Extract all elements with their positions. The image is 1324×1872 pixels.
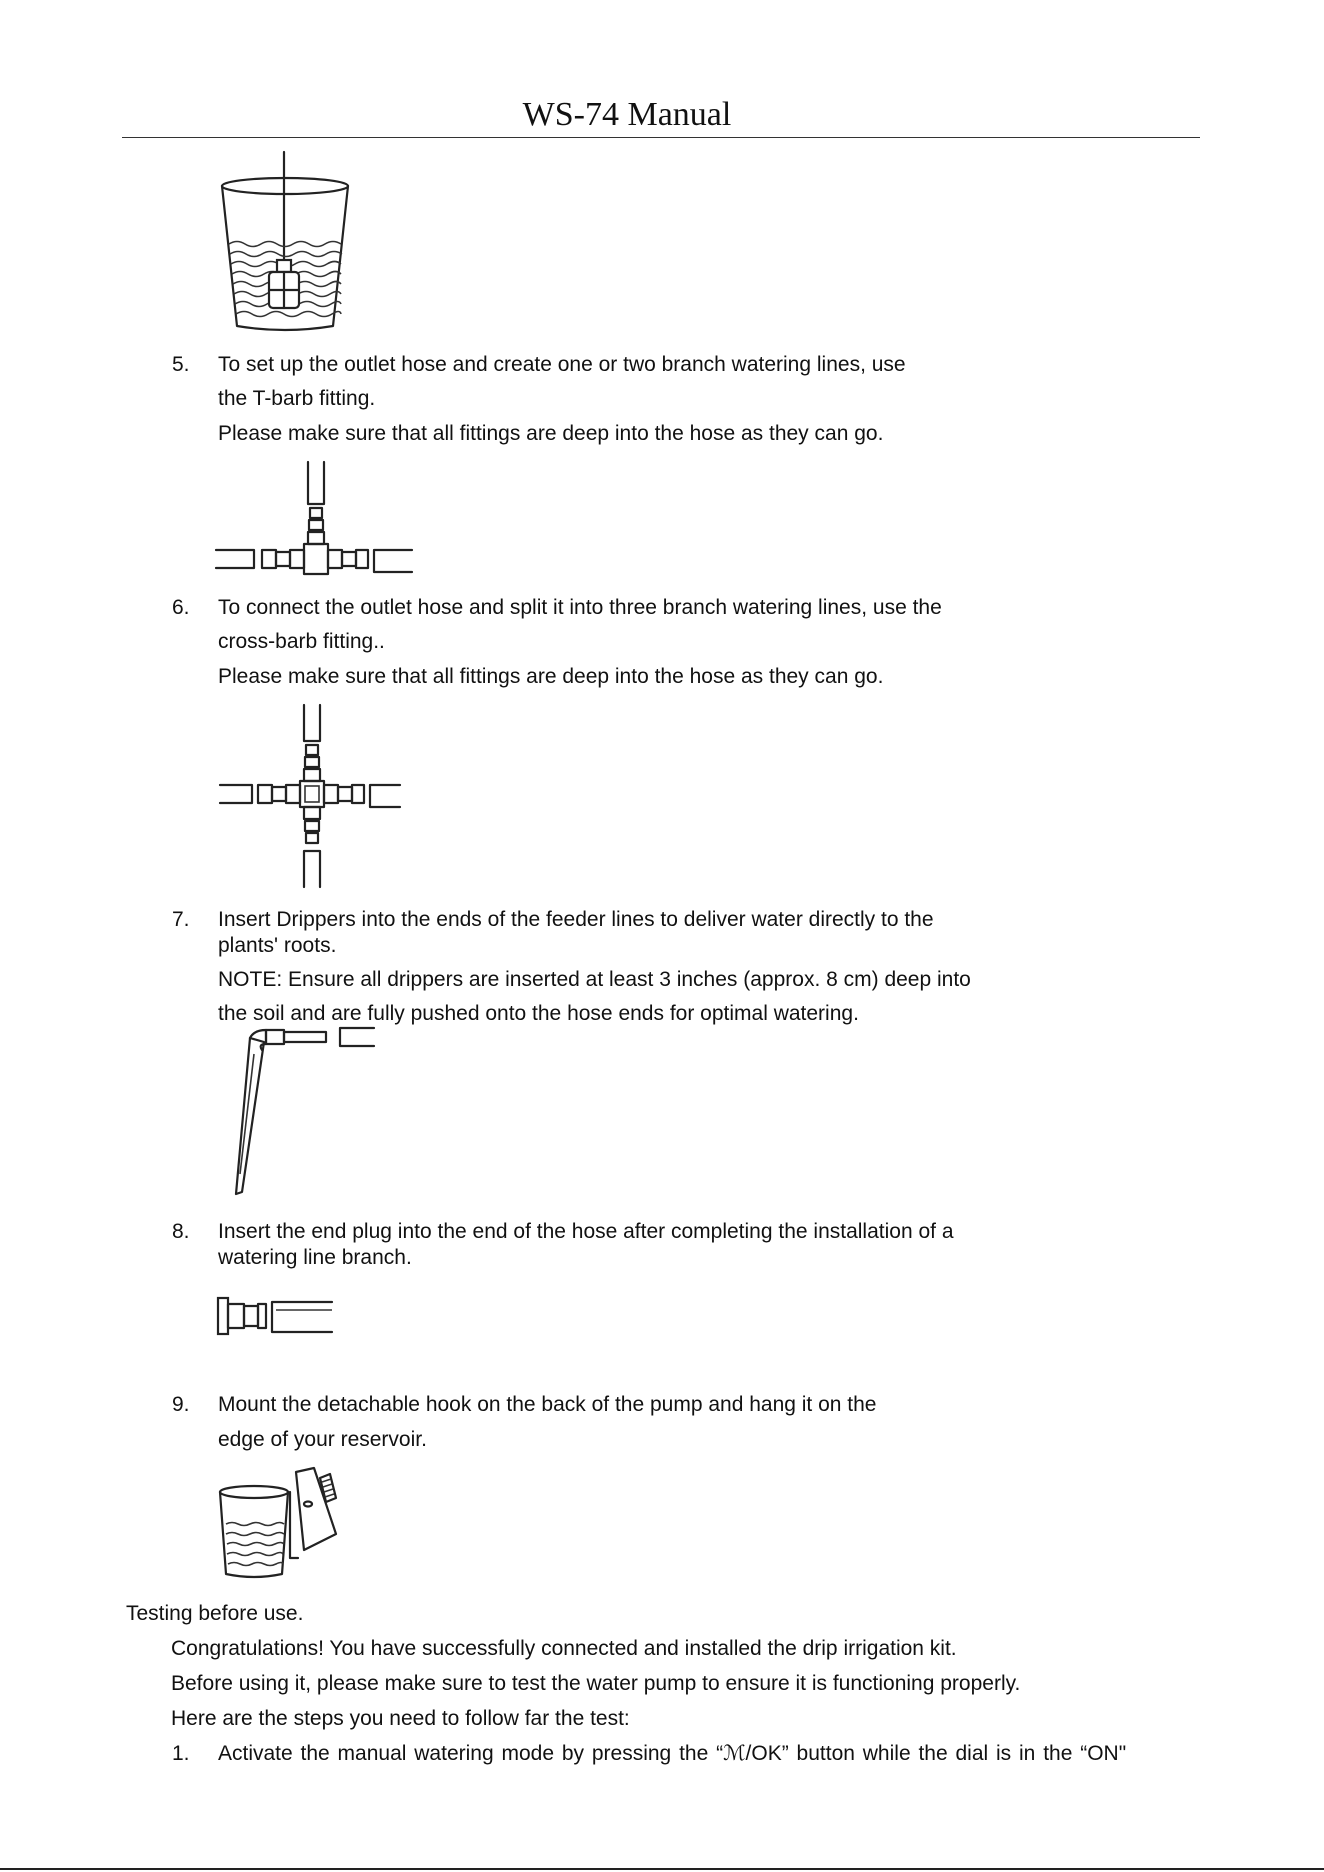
step-number: 8. — [172, 1220, 190, 1243]
step-text-line: cross-barb fitting.. — [218, 630, 385, 653]
testing-paragraph: Congratulations! You have successfully connected and installed the drip irrigation kit. — [171, 1637, 957, 1660]
step-number: 5. — [172, 353, 190, 376]
step-text-line: Mount the detachable hook on the back of the pump and hang it on the — [218, 1393, 877, 1416]
testing-paragraph: Here are the steps you need to follow far the test: — [171, 1707, 630, 1730]
step-text-line: Insert Drippers into the ends of the feeder lines to deliver water directly to the — [218, 908, 934, 931]
step-text-line: watering line branch. — [218, 1246, 412, 1269]
step-text-line: the T-barb fitting. — [218, 387, 376, 410]
pump-on-reservoir-illustration — [218, 1466, 348, 1581]
page-title: WS-74 Manual — [522, 96, 732, 133]
pump-in-water-illustration — [215, 148, 355, 333]
step-text-line: Activate the manual watering mode by pressing the “ℳ/OK” button while the dial is in the “ON" — [218, 1742, 1127, 1765]
step-text-line: To set up the outlet hose and create one or two branch watering lines, use — [218, 353, 906, 376]
step-number: 7. — [172, 908, 190, 931]
cross-barb-fitting-illustration — [218, 703, 408, 888]
step-number: 1. — [172, 1742, 190, 1765]
step-text-line: Please make sure that all fittings are deep into the hose as they can go. — [218, 665, 884, 688]
step-text-line: edge of your reservoir. — [218, 1428, 427, 1451]
step-number: 6. — [172, 596, 190, 619]
step-text-line: Please make sure that all fittings are deep into the hose as they can go. — [218, 422, 884, 445]
step-number: 9. — [172, 1393, 190, 1416]
t-barb-fitting-illustration — [214, 460, 414, 580]
header-rule — [122, 137, 1200, 138]
step-text-line: Insert the end plug into the end of the hose after completing the installation of a — [218, 1220, 954, 1243]
end-plug-illustration — [214, 1290, 344, 1346]
section-heading: Testing before use. — [126, 1602, 304, 1625]
page-bottom-edge — [0, 1868, 1324, 1870]
testing-paragraph: Before using it, please make sure to test the water pump to ensure it is functioning properly. — [171, 1672, 1021, 1695]
step-text-line: NOTE: Ensure all drippers are inserted at least 3 inches (approx. 8 cm) deep into — [218, 968, 971, 991]
step-text-line: To connect the outlet hose and split it into three branch watering lines, use the — [218, 596, 942, 619]
dripper-stake-illustration — [218, 1024, 378, 1199]
step-text-line: the soil and are fully pushed onto the hose ends for optimal watering. — [218, 1002, 859, 1025]
step-text-line: plants' roots. — [218, 934, 337, 957]
